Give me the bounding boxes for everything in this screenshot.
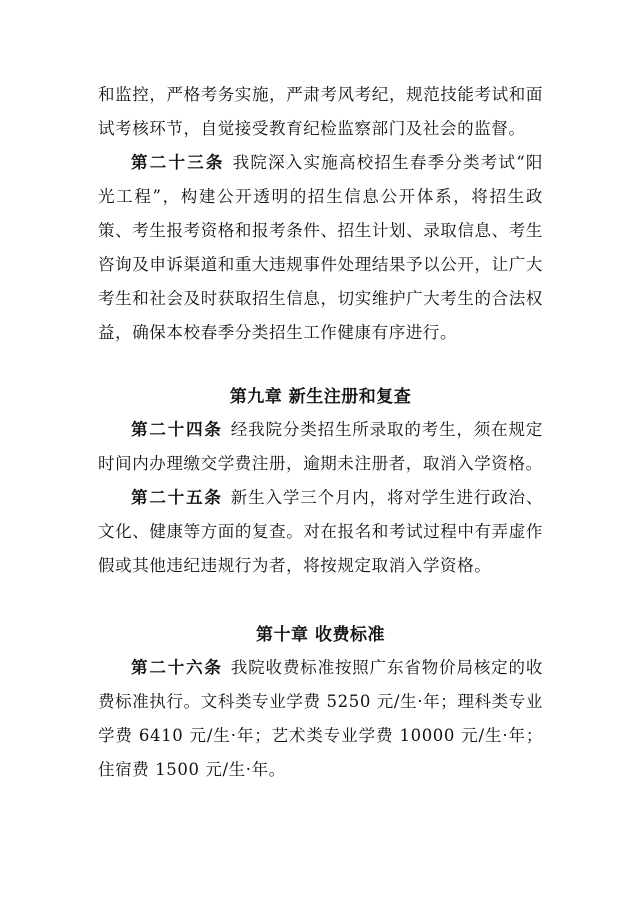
article-26-text: 我院收费标准按照广东省物价局核定的收费标准执行。文科类专业学费 5250 元/生·年；理科类专业学费 6410 元/生·年；艺术类专业学费 10000 元/生·年；住宿费 1500 元/生·年。 (98, 658, 543, 779)
article-25-label: 第二十五条 (131, 488, 223, 507)
article-25-text: 新生入学三个月内，将对学生进行政治、文化、健康等方面的复查。对在报名和考试过程中有弄虚作假或其他违纪违规行为者，将按规定取消入学资格。 (98, 488, 543, 575)
article-23-label: 第二十三条 (131, 153, 225, 172)
chapter-9-title: 第九章 新生注册和复查 (229, 387, 412, 407)
article-24-paragraph (98, 413, 543, 481)
article-26-label: 第二十六条 (131, 658, 223, 677)
article-24-text: 经我院分类招生所录取的考生，须在规定时间内办理缴交学费注册，逾期未注册者，取消入学资格。 (98, 420, 543, 473)
continuation-text: 和监控，严格考务实施，严肃考风考纪，规范技能考试和面试考核环节，自觉接受教育纪检监察部门及社会的监督。 (98, 85, 543, 138)
article-25-paragraph (98, 481, 543, 583)
article-23-text: 我院深入实施高校招生春季分类考试“阳光工程”，构建公开透明的招生信息公开体系，将招生政策、考生报考资格和报考条件、招生计划、录取信息、考生咨询及申诉渠道和重大违规事件处理结果予以公开，让广大考生和社会及时获取招生信息，切实维护广大考生的合法权益，确保本校春季分类招生工作健康有序进行。 (98, 153, 543, 342)
article-26-paragraph (98, 651, 543, 787)
article-23-paragraph (98, 146, 543, 350)
article-24-label: 第二十四条 (131, 420, 223, 439)
chapter-10-title: 第十章 收费标准 (256, 625, 385, 645)
continuation-paragraph (98, 78, 543, 146)
